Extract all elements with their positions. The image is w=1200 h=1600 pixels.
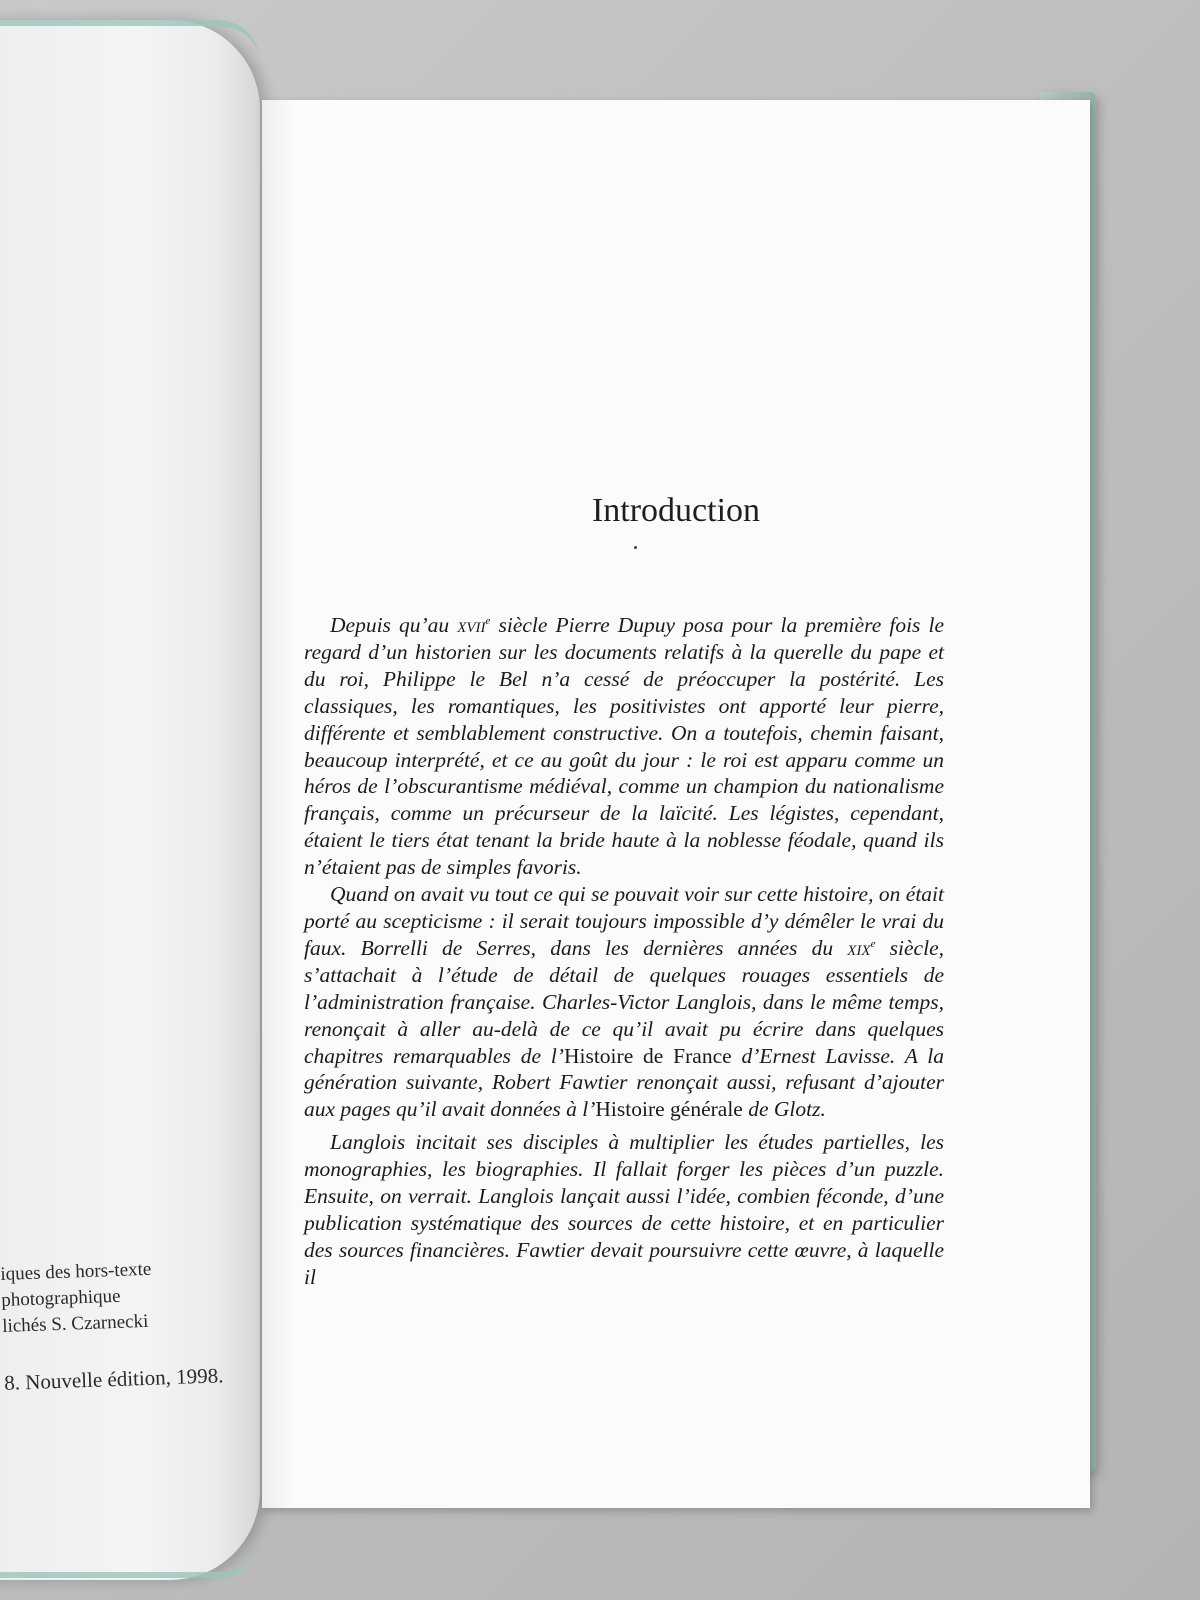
page-gutter-shadow [262, 100, 292, 1508]
book-title: Histoire de France [563, 1043, 732, 1068]
paragraph [304, 881, 944, 1123]
century-numeral: xvii [457, 613, 486, 637]
right-page [262, 100, 1090, 1508]
chapter-body [304, 612, 944, 1291]
credit-line: lichés S. Czarnecki [1, 1310, 149, 1337]
left-page-credits [0, 1254, 245, 1396]
paragraph: Langlois incitait ses disciples à multiplier les études partielles, les monographies, les biographies. Il fallait forger les pièces d’un puzzle. Ensuite, on verrait. Langlois lançait aussi l’idée, combien féconde, d’une publication systématique des sources de cette histoire, et en particulier des sources financières. Fawtier devait poursuivre cette œuvre, à laquelle il [304, 1130, 944, 1289]
text-run: d’Ernest Lavisse. A la génération suivante, Robert Fawtier renonçait aussi, refusant d’ajouter aux pages qu’il avait données à l’ [304, 1043, 944, 1122]
text-run: siècle Pierre Dupuy posa pour la première fois le regard d’un historien sur les documents relatifs à la querelle du pape et du roi, Philippe le Bel n’a cessé de préoccuper la postérité. Les classiques, les romantiques, les positivistes ont apporté leur pierre, différente et semblablement constructive. On a toutefois, chemin faisant, beaucoup interprété, et ce au goût du jour : le roi est apparu comme un héros de l’obscurantisme médiéval, comme un champion du nationalisme français, comme un précurseur de la laïcité. Les légistes, cependant, étaient le tiers état tenant la bride haute à la noblesse féodale, quand ils n’étaient pas de simples favoris. [304, 613, 944, 880]
superscript: e [870, 937, 876, 950]
century-numeral: xix [847, 935, 871, 960]
text-run: de Glotz. [742, 1097, 826, 1122]
left-page-cover-rim [0, 20, 260, 62]
left-page-cover-rim-bottom [0, 1552, 250, 1578]
text-run: Quand on avait vu tout ce qui se pouvait voir sur cette histoire, on était porté au scepticisme : il serait toujours impossible d’y démêler le vrai du faux. Borrelli de Serres, dans les dernières années du [304, 882, 944, 960]
text-run: siècle, s’attachait à l’étude de détail de quelques rouages essentiels de l’administration française. Charles-Victor Langlois, dans le même temps, renonçait à aller au-delà de ce qu’il avait pu écrire dans quelques chapitres remarquables de l’ [304, 935, 944, 1068]
text-run: Depuis qu’au [330, 613, 458, 637]
superscript: e [485, 614, 491, 627]
book-title: Histoire générale [595, 1097, 743, 1122]
paper-speck [634, 546, 637, 549]
edition-imprint: 8. Nouvelle édition, 1998. [3, 1363, 224, 1395]
credit-line: iques des hors-texte [0, 1258, 152, 1285]
chapter-heading: Introduction [591, 492, 761, 529]
credit-line: photographique [0, 1285, 121, 1311]
paragraph [304, 612, 944, 881]
